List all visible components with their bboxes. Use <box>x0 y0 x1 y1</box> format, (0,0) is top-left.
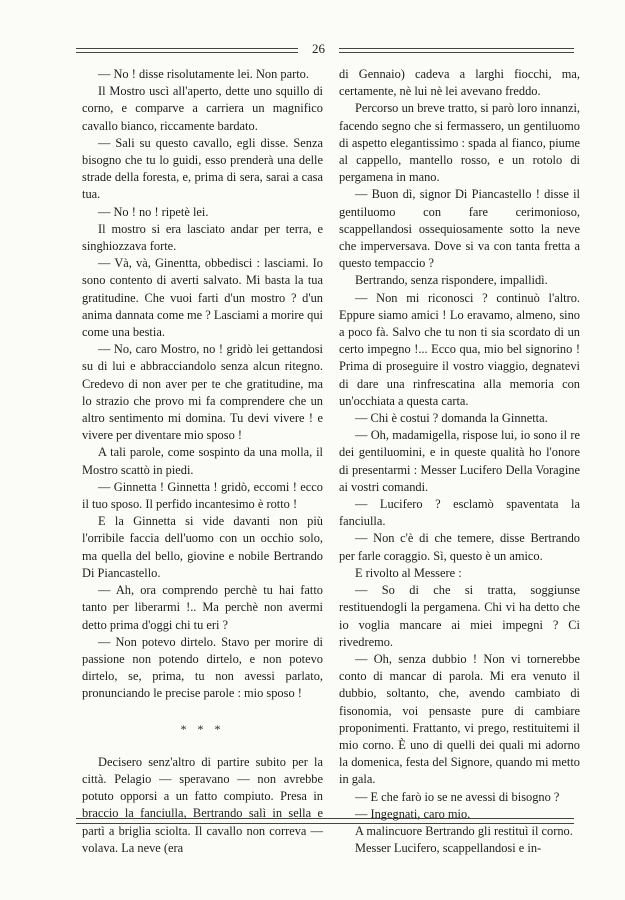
paragraph: — No, caro Mostro, no ! gridò lei gettandosi su di lui e abbracciandolo senza alcun ritegno. Credevo di non aver per te che gratitudine, ma lo strazio che provo mi fa comprendere che un altro sentimento mi domina. Tu devi vivere ! e vivere per diventare mio sposo ! <box>82 342 323 443</box>
left-column <box>82 66 323 857</box>
paragraph: — Ginnetta ! Ginnetta ! gridò, eccomi ! ecco il tuo sposo. Il perfido incantesimo è rotto ! <box>82 479 323 512</box>
paragraph: — So di che si tratta, soggiunse restituendogli la pergamena. Chi vi ha detto che io voglia mancare ai miei impegni ? Ci rivedremo. <box>339 583 580 649</box>
paragraph: — Oh, madamigella, rispose lui, io sono il re dei gentiluomini, e in queste qualità ho l'onore di presentarmi : Messer Lucifero Della Voragine ai vostri comandi. <box>339 428 580 494</box>
paragraph: — Chi è costui ? domanda la Ginnetta. <box>355 411 548 426</box>
paragraph: — Và, và, Ginentta, obbedisci : lasciami. Io sono contento di averti salvato. Mi basta la tua gratitudine. Che vuoi farti d'un mostro ? d'un anima dannata come me ? Lasciami a morire qui come una bestia. <box>82 256 323 340</box>
paragraph: Il Mostro uscì all'aperto, dette uno squillo di corno, e comparve a carriera un magnifico cavallo bianco, riccamente bardato. <box>82 84 323 133</box>
paragraph: — Non potevo dirtelo. Stavo per morire di passione non potendo dirtelo, e non potevo dirtelo, se, prima, tu non avessi parlato, pronunciando le precise parole : mio sposo ! <box>82 634 323 701</box>
paragraph: Percorso un breve tratto, si parò loro innanzi, facendo segno che si fermassero, un gentiluomo di aspetto elegantissimo : spada al fianco, piume al cappello, mantello rosso, e un rotolo di pergamena in mano. <box>339 101 580 185</box>
paragraph: A malincuore Bertrando gli restituì il corno. <box>355 823 573 838</box>
section-separator: * * * <box>180 721 225 736</box>
paragraph: E la Ginnetta si vide davanti non più l'orribile faccia dell'uomo con un occhio solo, ma quella del bello, giovine e nobile Bertrando Di Piancastello. <box>82 514 323 580</box>
header-rule-left <box>76 48 298 53</box>
paragraph: Messer Lucifero, scappellandosi e in- <box>355 841 542 856</box>
paragraph: Bertrando, senza rispondere, impallidì. <box>355 273 548 288</box>
paragraph: — Sali su questo cavallo, egli disse. Senza bisogno che tu lo guidi, esso prenderà una delle strade della foresta, e, prima di sera, sarai a casa tua. <box>82 135 323 202</box>
paragraph: — Non c'è di che temere, disse Bertrando per farle coraggio. Sì, questo è un amico. <box>339 531 580 563</box>
header-rule-right <box>339 48 574 53</box>
paragraph: A tali parole, come sospinto da una molla, il Mostro scattò in piedi. <box>82 445 323 477</box>
paragraph: — Oh, senza dubbio ! Non vi tornerebbe conto di mancar di parola. Mi era venuto il dubbio, soltanto, che, avendo cambiato di fisonomia, voi pensaste pure di cambiare proponimenti. Frattanto, vi prego, restituitemi il mio corno. È uno di quelli dei quali mi adorno la domenica, festa del Signore, quando mi metto in gala. <box>339 651 580 787</box>
paragraph: di Gennaio) cadeva a larghi fiocchi, ma, certamente, nè lui nè lei avevano freddo. <box>339 67 580 99</box>
paragraph: Il mostro si era lasciato andar per terra, e singhiozzava forte. <box>82 221 323 254</box>
paragraph: — Lucifero ? esclamò spaventata la fanciulla. <box>339 497 580 529</box>
page-header <box>76 40 574 60</box>
paragraph: — Ah, ora comprendo perchè tu hai fatto tanto per liberarmi !.. Ma perchè non avermi detto prima d'oggi chi tu eri ? <box>82 583 323 632</box>
paragraph: Decisero senz'altro di partire subito per la città. Pelagio — speravano — non avrebbe potuto opporsi a un fatto compiuto. Presa in braccio la fanciulla, Bertrando salì in sella e partì a briglia sciolta. Il cavallo non correva — volava. La neve (era <box>82 754 323 855</box>
paragraph: — No ! no ! ripetè lei. <box>98 204 209 219</box>
right-column <box>339 66 580 857</box>
paragraph: — E che farò io se ne avessi di bisogno ? <box>355 789 560 804</box>
paragraph: — Non mi riconosci ? continuò l'altro. Eppure siamo amici ! Lo eravamo, almeno, sino a poco fà. Salvo che tu non ti sia scordato di un certo impegno !... Ecco qua, mio bel signorino ! Prima di proseguire il vostro viaggio, degnatevi di dare una rinfrescatina alla memoria con un'occhiata a questa carta. <box>339 290 580 408</box>
paragraph: — Ingegnati, caro mio. <box>355 806 471 821</box>
footer-rule <box>76 818 574 824</box>
paragraph: — No ! disse risolutamente lei. Non parto. <box>98 67 309 81</box>
paragraph: E rivolto al Messere : <box>355 565 462 580</box>
page-number: 26 <box>312 41 325 56</box>
paragraph: — Buon dì, signor Di Piancastello ! disse il gentiluomo con fare cerimonioso, scappellandosi ossequiosamente sotto la neve che imperversava. Dove si va con tanta fretta a questo tempaccio ? <box>339 187 580 271</box>
